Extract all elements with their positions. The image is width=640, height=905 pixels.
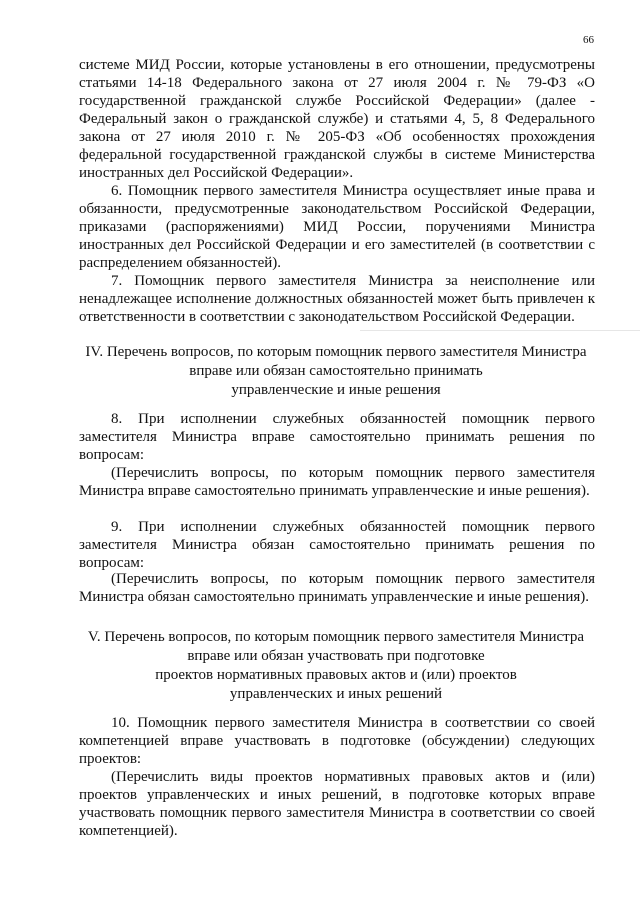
paragraph-9: 9. При исполнении служебных обязанностей помощник первого заместителя Министра обязан самостоятельно принимать решения по вопросам:: [79, 519, 595, 571]
section-heading-v-line-4: управленческих и иных решений: [229, 686, 443, 702]
paragraph-6: 6. Помощник первого заместителя Министра осуществляет иные права и обязанности, предусмотренные законодательством Российской Федерации, приказами (распоряжениями) МИД России, поручениями Министра иностранных дел Российской Федерации и его заместителей (в соответствии с распределением обязанностей).: [79, 183, 595, 271]
paragraph-8: 8. При исполнении служебных обязанностей помощник первого заместителя Министра вправе самостоятельно принимать решения по вопросам:: [79, 411, 595, 463]
section-heading-iv-line-2: вправе или обязан самостоятельно принимать: [189, 363, 483, 379]
section-heading-v-line-2: вправе или обязан участвовать при подготовке: [187, 648, 485, 664]
paragraph-10-note: (Перечислить виды проектов нормативных правовых актов и (или) проектов управленческих и иных решений, в подготовке которых вправе участвовать помощник первого заместителя Министра в соответствии со своей компетенцией).: [79, 769, 595, 839]
paragraph-8-note: (Перечислить вопросы, по которым помощник первого заместителя Министра вправе самостоятельно принимать управленческие и иные решения).: [79, 465, 595, 499]
section-heading-iv-line-1: IV. Перечень вопросов, по которым помощник первого заместителя Министра: [85, 344, 587, 360]
scan-artifact-line: [360, 330, 640, 331]
section-heading-v-line-3: проектов нормативных правовых актов и (или) проектов: [155, 667, 517, 683]
paragraph-7: 7. Помощник первого заместителя Министра за неисполнение или ненадлежащее исполнение должностных обязанностей может быть привлечен к ответственности в соответствии с законодательством Российской Федерации.: [79, 273, 595, 325]
section-heading-iv-line-3: управленческие и иные решения: [231, 382, 441, 398]
paragraph-9-note: (Перечислить вопросы, по которым помощник первого заместителя Министра обязан самостоятельно принимать управленческие и иные решения).: [79, 571, 595, 605]
section-heading-iv: [60, 343, 612, 400]
page-number: 66: [583, 34, 594, 46]
paragraph-10: 10. Помощник первого заместителя Министра в соответствии со своей компетенцией вправе участвовать в подготовке (обсуждении) следующих проектов:: [79, 715, 595, 767]
section-heading-v: [60, 628, 612, 704]
section-heading-v-line-1: V. Перечень вопросов, по которым помощник первого заместителя Министра: [87, 629, 585, 645]
paragraph-continuation: системе МИД России, которые установлены в его отношении, предусмотрены статьями 14-18 Федерального закона от 27 июля 2004 г. № 79-ФЗ «О государственной гражданской службе Российской Федерации» (далее - Федеральный закон о гражданской службе) и статьями 4, 5, 8 Федерального закона от 27 июля 2010 г. № 205-ФЗ «Об особенностях прохождения федеральной государственной гражданской службы в системе Министерства иностранных дел Российской Федерации».: [79, 57, 595, 181]
